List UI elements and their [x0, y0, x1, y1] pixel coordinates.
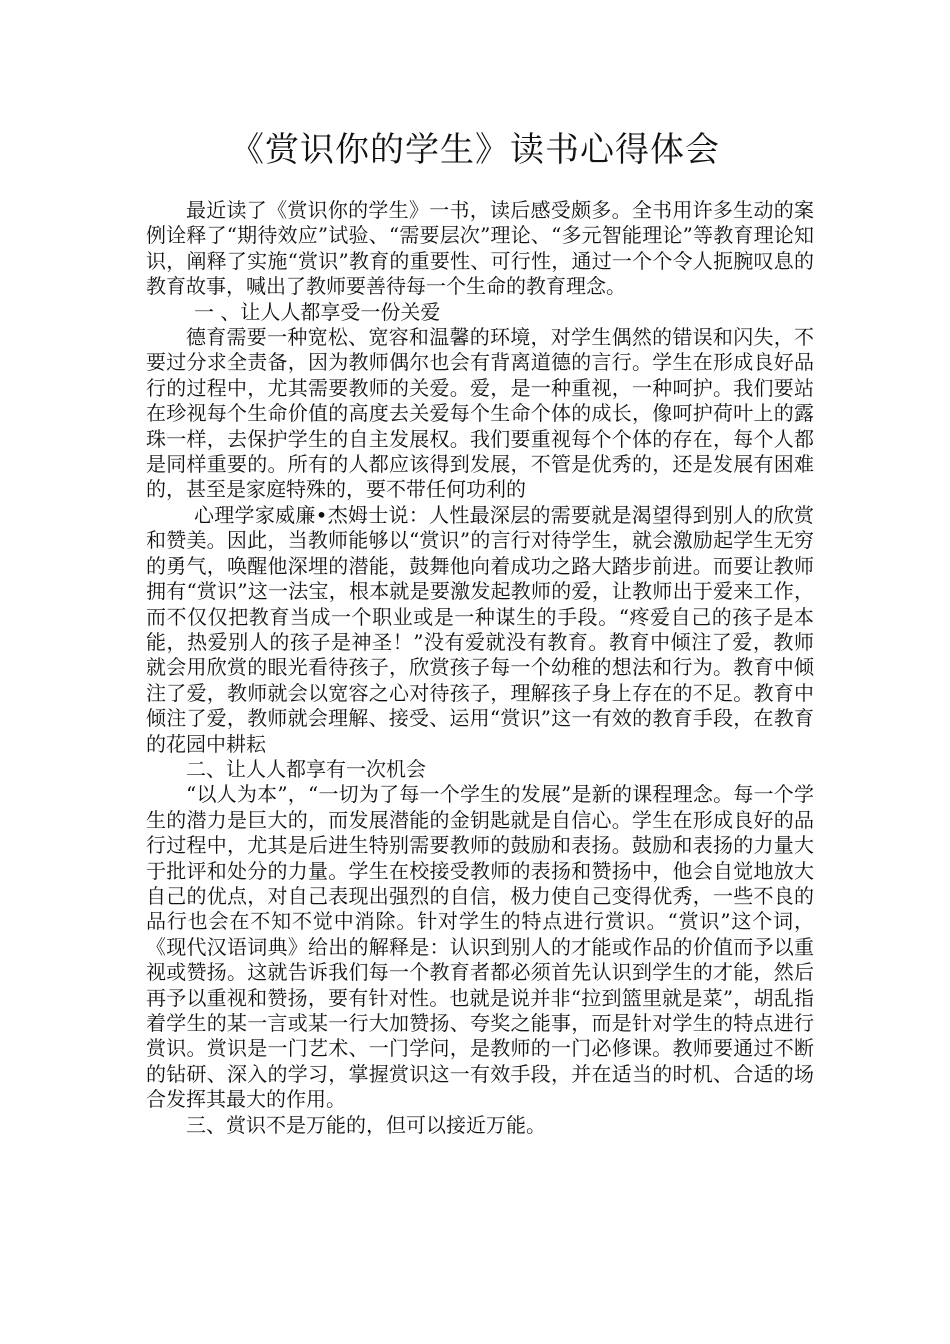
paragraph-psychologist: 心理学家威廉•杰姆士说：人性最深层的需要就是渴望得到别人的欣赏和赞美。因此，当教师能够以“赏识”的言行对待学生，就会激励起学生无穷的勇气，唤醒他深埋的潜能，鼓舞他向着成功之路大踏步前进。而要让教师拥有“赏识”这一法宝，根本就是要激发起教师的爱，让教师出于爱来工作，而不仅仅把教育当成一个职业或是一种谋生的手段。“疼爱自己的孩子是本能，热爱别人的孩子是神圣！”没有爱就没有教育。教育中倾注了爱，教师就会用欣赏的眼光看待孩子，欣赏孩子每一个幼稚的想法和行为。教育中倾注了爱，教师就会以宽容之心对待孩子，理解孩子身上存在的不足。教育中倾注了爱，教师就会理解、接受、运用“赏识”这一有效的教育手段，在教育的花园中耕耘: [146, 502, 814, 756]
paragraph-care: 德育需要一种宽松、宽容和温馨的环境，对学生偶然的错误和闪失，不要过分求全责备，因为教师偶尔也会有背离道德的言行。学生在形成良好品行的过程中，尤其需要教师的关爱。爱，是一种重视，一种呵护。我们要站在珍视每个生命价值的高度去关爱每个生命个体的成长，像呵护荷叶上的露珠一样，去保护学生的自主发展权。我们要重视每个个体的存在，每个人都是同样重要的。所有的人都应该得到发展，不管是优秀的，还是发展有困难的，甚至是家庭特殊的，要不带任何功利的: [146, 325, 814, 502]
document-body: [146, 198, 814, 1138]
document-title: 《赏识你的学生》读书心得体会: [230, 130, 720, 170]
section-heading-2: 二、让人人都享有一次机会: [186, 756, 426, 781]
section-heading-1: 一 、让人人都享受一份关爱: [194, 299, 441, 324]
paragraph-intro: 最近读了《赏识你的学生》一书，读后感受颇多。全书用许多生动的案例诠释了“期待效应”试验、“需要层次”理论、“多元智能理论”等教育理论知识，阐释了实施“赏识”教育的重要性、可行性，通过一个个令人扼腕叹息的教育故事，喊出了教师要善待每一个生命的教育理念。: [146, 198, 814, 299]
section-heading-3: 三、赏识不是万能的，但可以接近万能。: [186, 1112, 546, 1137]
paragraph-opportunity: “以人为本”，“一切为了每一个学生的发展”是新的课程理念。每一个学生的潜力是巨大的，而发展潜能的金钥匙就是自信心。学生在形成良好的品行过程中，尤其是后进生特别需要教师的鼓励和表扬。鼓励和表扬的力量大于批评和处分的力量。学生在校接受教师的表扬和赞扬中，他会自觉地放大自己的优点，对自己表现出强烈的自信，极力使自己变得优秀，一些不良的品行也会在不知不觉中消除。针对学生的特点进行赏识。“赏识”这个词，《现代汉语词典》给出的解释是：认识到别人的才能或作品的价值而予以重视或赞扬。这就告诉我们每一个教育者都必须首先认识到学生的才能，然后再予以重视和赞扬，要有针对性。也就是说并非“拉到篮里就是菜”，胡乱指着学生的某一言或某一行大加赞扬、夸奖之能事，而是针对学生的特点进行赏识。赏识是一门艺术、一门学问，是教师的一门必修课。教师要通过不断的钻研、深入的学习，掌握赏识这一有效手段，并在适当的时机、合适的场合发挥其最大的作用。: [146, 782, 814, 1112]
